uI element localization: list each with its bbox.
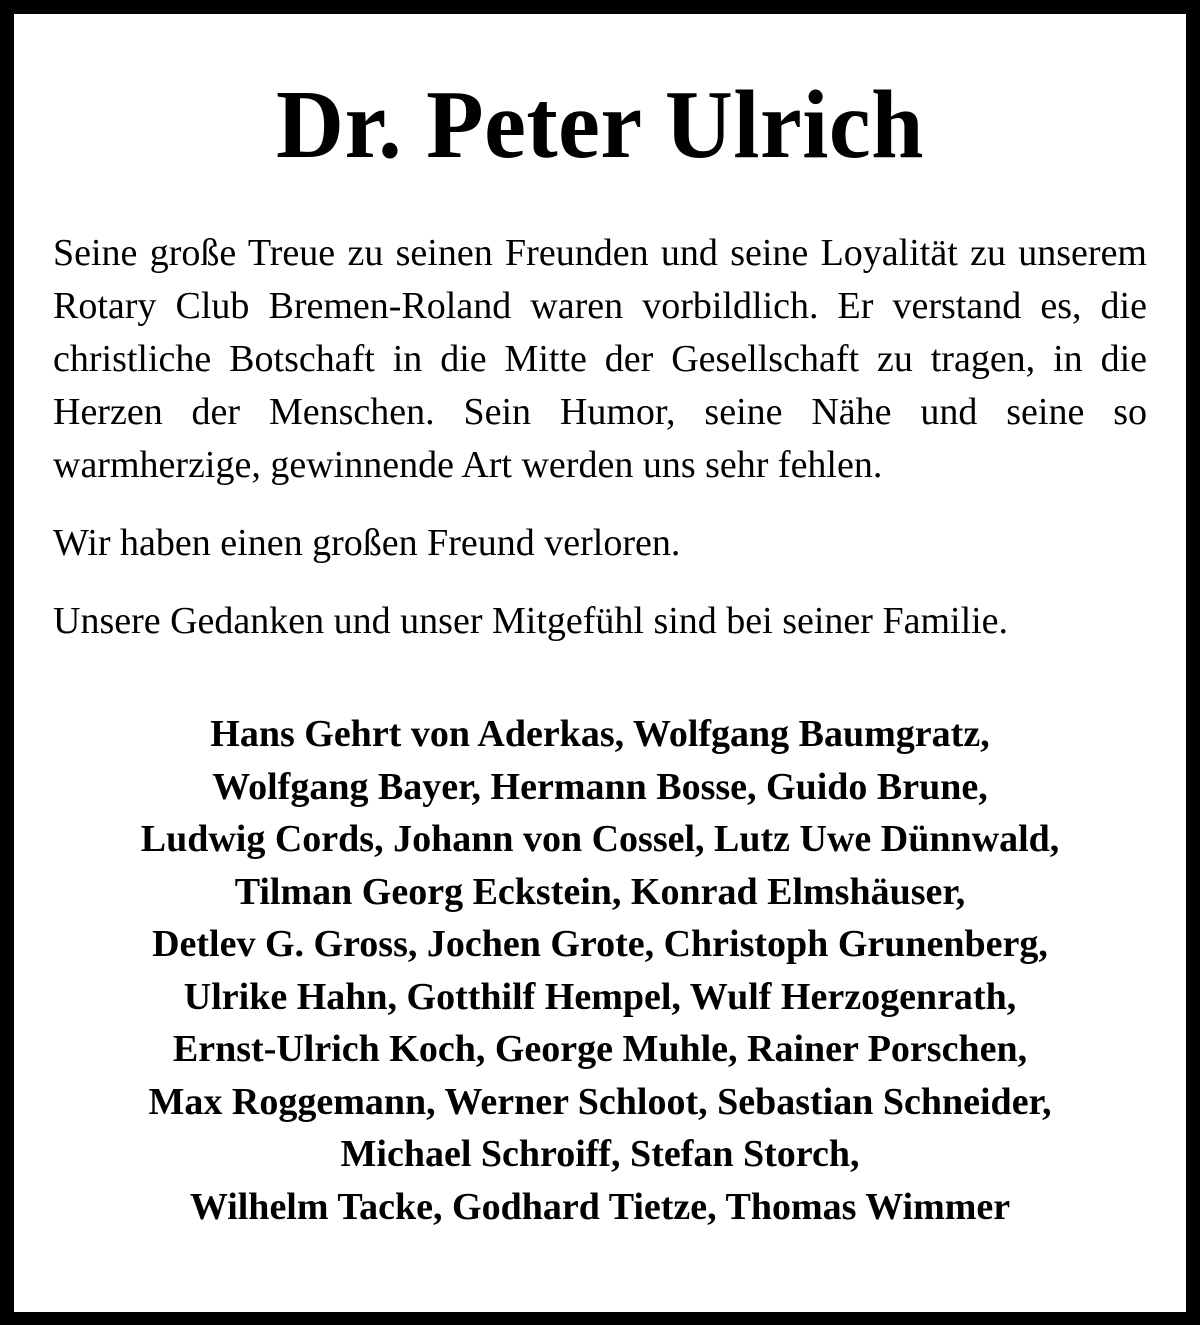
- signatory-line: Wilhelm Tacke, Godhard Tietze, Thomas Wimmer: [189, 1185, 1011, 1228]
- signatory-line: Ludwig Cords, Johann von Cossel, Lutz Uwe Dünnwald,: [140, 818, 1060, 860]
- signatory-names-block: [14, 708, 1186, 1233]
- signatory-line: Max Roggemann, Werner Schloot, Sebastian Schneider,: [148, 1080, 1052, 1123]
- signatory-line: Michael Schroiff, Stefan Storch,: [340, 1133, 860, 1175]
- notice-content-area: [14, 14, 1186, 1312]
- signatory-line: Wolfgang Bayer, Hermann Bosse, Guido Brune,: [212, 765, 988, 808]
- eulogy-paragraph-2: Wir haben einen großen Freund verloren.: [53, 522, 681, 564]
- eulogy-paragraph-1: Seine große Treue zu seinen Freunden und seine Loyalität zu unserem Rotary Club Bremen-Roland waren vorbildlich. Er verstand es, die christliche Botschaft in die Mitte der Gesellschaft zu tragen, in die Herzen der Menschen. Sein Humor, seine Nähe und seine so warmherzige, gewinnende Art werden uns sehr fehlen.: [53, 232, 1147, 486]
- deceased-name-headline: Dr. Peter Ulrich: [276, 71, 924, 178]
- eulogy-text-block: [14, 227, 1186, 648]
- signatory-line: Tilman Georg Eckstein, Konrad Elmshäuser,: [234, 870, 966, 913]
- signatory-line: Ulrike Hahn, Gotthilf Hempel, Wulf Herzogenrath,: [183, 975, 1017, 1018]
- signatory-line: Hans Gehrt von Aderkas, Wolfgang Baumgratz,: [210, 713, 990, 755]
- signatory-line: Ernst-Ulrich Koch, George Muhle, Rainer Porschen,: [172, 1028, 1028, 1070]
- eulogy-paragraph-3: Unsere Gedanken und unser Mitgefühl sind bei seiner Familie.: [53, 600, 1009, 642]
- signatory-line: Detlev G. Gross, Jochen Grote, Christoph Grunenberg,: [152, 923, 1048, 965]
